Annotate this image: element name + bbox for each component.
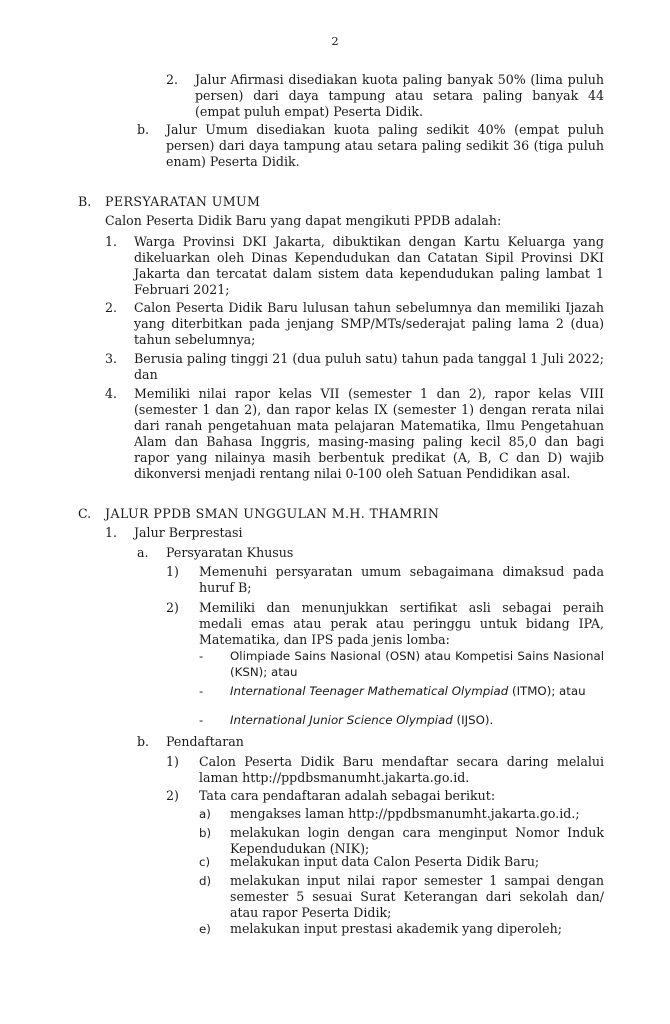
list-marker: 4. [105,386,118,401]
list-marker: 1. [105,525,118,540]
competition-text: Olimpiade Sains Nasional (OSN) atau Kompetisi Sains Nasional (KSN); atau [230,649,604,679]
list-text: Calon Peserta Didik Baru lulusan tahun sebelumnya dan memiliki Ijazah yang diterbitkan pada jenjang SMP/MTs/sederajat paling lama 2 (dua) tahun sebelumnya; [134,300,604,347]
step-marker: c) [199,855,211,869]
section-marker: C. [78,506,92,521]
list-marker: b. [137,122,150,137]
competition-suffix: (ITMO); atau [508,684,586,698]
step-text: melakukan input prestasi akademik yang diperoleh; [230,921,562,936]
dash-marker: - [199,713,204,727]
list-text: Jalur Afirmasi disediakan kuota paling banyak 50% (lima puluh persen) dari daya tampung atau setara paling banyak 44 (empat puluh empat) Peserta Didik. [195,72,604,119]
list-marker: 1. [105,234,118,249]
competition-text [230,712,604,728]
competition-suffix: (IJSO). [452,713,494,727]
step-text: melakukan login dengan cara menginput Nomor Induk Kependudukan (NIK); [230,825,604,856]
list-text: Jalur Umum disediakan kuota paling sedikit 40% (empat puluh persen) dari daya tampung atau setara paling sedikit 36 (tiga puluh enam) Peserta Didik. [166,122,604,169]
list-text: Memenuhi persyaratan umum sebagaimana dimaksud pada huruf B; [199,564,604,595]
list-text: Calon Peserta Didik Baru mendaftar secara daring melalui laman http://ppdbsmanumht.jakarta.go.id. [199,754,604,785]
step-text: melakukan input data Calon Peserta Didik Baru; [230,854,540,869]
list-marker: 3. [105,351,118,366]
step-marker: e) [199,922,211,936]
list-marker: 1) [166,754,179,769]
page-number: 2 [331,34,339,48]
section-intro: Calon Peserta Didik Baru yang dapat mengikuti PPDB adalah: [105,213,502,228]
step-text: mengakses laman http://ppdbsmanumht.jakarta.go.id.; [230,806,580,821]
list-text: Memiliki nilai rapor kelas VII (semester 1 dan 2), rapor kelas VIII (semester 1 dan 2), dan rapor kelas IX (semester 1) dengan rerata nilai dari ranah pengetahuan mata pelajaran Matematika, Ilmu Pengetahuan Alam dan Bahasa Inggris, masing-masing paling kecil 85,0 dan bagi rapor yang nilainya masih berbentuk predikat (A, B, C dan D) wajib dikonversi menjadi rentang nilai 0-100 oleh Satuan Pendidikan asal. [134,386,604,481]
subsection-title: Jalur Berprestasi [134,525,243,540]
list-marker: b. [137,734,150,749]
subsubsection-title: Persyaratan Khusus [166,545,294,560]
list-marker: 2) [166,788,179,803]
list-text: Berusia paling tinggi 21 (dua puluh satu) tahun pada tanggal 1 Juli 2022; dan [134,351,604,382]
dash-marker: - [199,684,204,698]
list-marker: 2. [105,300,118,315]
section-marker: B. [78,194,92,209]
section-title: PERSYARATAN UMUM [105,194,261,209]
list-text: Tata cara pendaftaran adalah sebagai berikut: [199,788,496,803]
section-title: JALUR PPDB SMAN UNGGULAN M.H. THAMRIN [105,506,440,521]
list-marker: a. [137,545,149,560]
subsubsection-title: Pendaftaran [166,734,244,749]
list-marker: 2. [166,72,179,87]
list-text: Memiliki dan menunjukkan sertifikat asli sebagai peraih medali emas atau perak atau peringgu untuk bidang IPA, Matematika, dan IPS pada jenis lomba: [199,600,604,647]
list-marker: 2) [166,600,179,615]
list-text: Warga Provinsi DKI Jakarta, dibuktikan dengan Kartu Keluarga yang dikeluarkan oleh Dinas Kependudukan dan Catatan Sipil Provinsi DKI Jakarta dan tercatat dalam sistem data kependudukan paling lambat 1 Februari 2021; [134,234,604,297]
competition-name: International Teenager Mathematical Olympiad [230,684,509,698]
step-marker: b) [199,826,212,840]
competition-text [230,683,604,699]
competition-name: International Junior Science Olympiad [230,713,453,727]
step-marker: d) [199,874,212,888]
step-text: melakukan input nilai rapor semester 1 sampai dengan semester 5 sesuai Surat Keterangan dari sekolah dan/ atau rapor Peserta Didik; [230,873,604,920]
dash-marker: - [199,649,204,663]
step-marker: a) [199,807,211,821]
list-marker: 1) [166,564,179,579]
